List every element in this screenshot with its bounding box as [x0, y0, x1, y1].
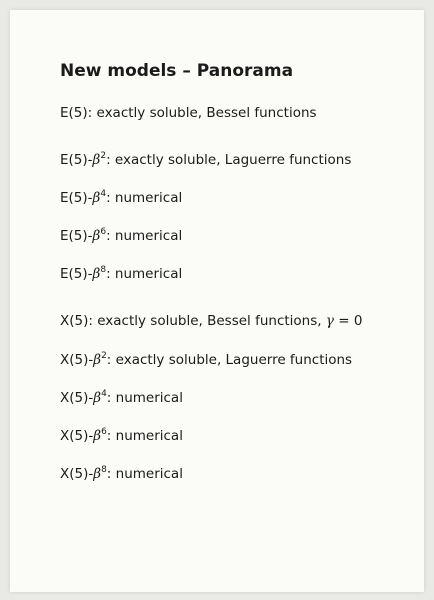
- beta-exponent: 4: [101, 389, 107, 399]
- model-name: X(5)-: [60, 428, 94, 444]
- model-line-e5: [60, 105, 317, 121]
- model-name: E(5)-: [60, 266, 93, 282]
- colon: :: [87, 105, 97, 121]
- slide-title: New models – Panorama: [60, 61, 294, 81]
- beta-exponent: 6: [100, 227, 107, 237]
- colon: :: [106, 266, 115, 282]
- model-line-x5: [60, 313, 362, 329]
- model-description: numerical: [115, 428, 183, 444]
- colon: :: [88, 313, 98, 329]
- beta-exponent: 8: [100, 265, 107, 275]
- slide-page: [10, 10, 424, 592]
- model-line-e5-beta2: [60, 152, 351, 168]
- colon: :: [106, 190, 115, 206]
- colon: :: [106, 390, 116, 406]
- model-name: X(5)-: [60, 390, 94, 406]
- colon: :: [106, 352, 116, 368]
- model-description: exactly soluble, Bessel functions,: [97, 313, 326, 329]
- model-name: X(5)-: [60, 466, 94, 482]
- colon: :: [106, 152, 115, 168]
- model-name: E(5)-: [60, 228, 93, 244]
- model-line-x5-beta2: [60, 352, 352, 368]
- beta-exponent: 6: [101, 427, 107, 437]
- beta-exponent: 2: [100, 151, 107, 161]
- model-name: X(5): [60, 313, 89, 329]
- colon: :: [106, 228, 115, 244]
- model-description: exactly soluble, Bessel functions: [96, 105, 317, 121]
- model-description: numerical: [115, 466, 183, 482]
- model-description: numerical: [114, 190, 183, 206]
- model-line-e5-beta8: [60, 266, 182, 282]
- model-name: E(5)-: [60, 190, 93, 206]
- gamma-condition: = 0: [333, 313, 363, 329]
- model-name: E(5)-: [60, 152, 93, 168]
- model-description: numerical: [115, 390, 183, 406]
- model-description: exactly soluble, Laguerre functions: [114, 152, 352, 168]
- beta-symbol: β: [92, 152, 101, 168]
- model-description: numerical: [114, 266, 183, 282]
- beta-exponent: 4: [100, 189, 107, 199]
- beta-exponent: 2: [101, 351, 107, 361]
- colon: :: [106, 466, 116, 482]
- colon: :: [106, 428, 116, 444]
- model-line-x5-beta8: [60, 466, 183, 482]
- model-line-e5-beta4: [60, 190, 182, 206]
- beta-symbol: β: [92, 228, 101, 244]
- beta-symbol: β: [92, 266, 101, 282]
- model-name: X(5)-: [60, 352, 94, 368]
- model-description: numerical: [114, 228, 183, 244]
- model-description: exactly soluble, Laguerre functions: [115, 352, 353, 368]
- beta-symbol: β: [93, 352, 102, 368]
- model-line-x5-beta4: [60, 390, 183, 406]
- gamma-symbol: γ: [325, 313, 334, 329]
- beta-symbol: β: [92, 190, 101, 206]
- beta-symbol: β: [93, 428, 102, 444]
- beta-symbol: β: [93, 390, 102, 406]
- model-line-e5-beta6: [60, 228, 182, 244]
- model-line-x5-beta6: [60, 428, 183, 444]
- beta-exponent: 8: [101, 465, 107, 475]
- beta-symbol: β: [93, 466, 102, 482]
- model-name: E(5): [60, 105, 88, 121]
